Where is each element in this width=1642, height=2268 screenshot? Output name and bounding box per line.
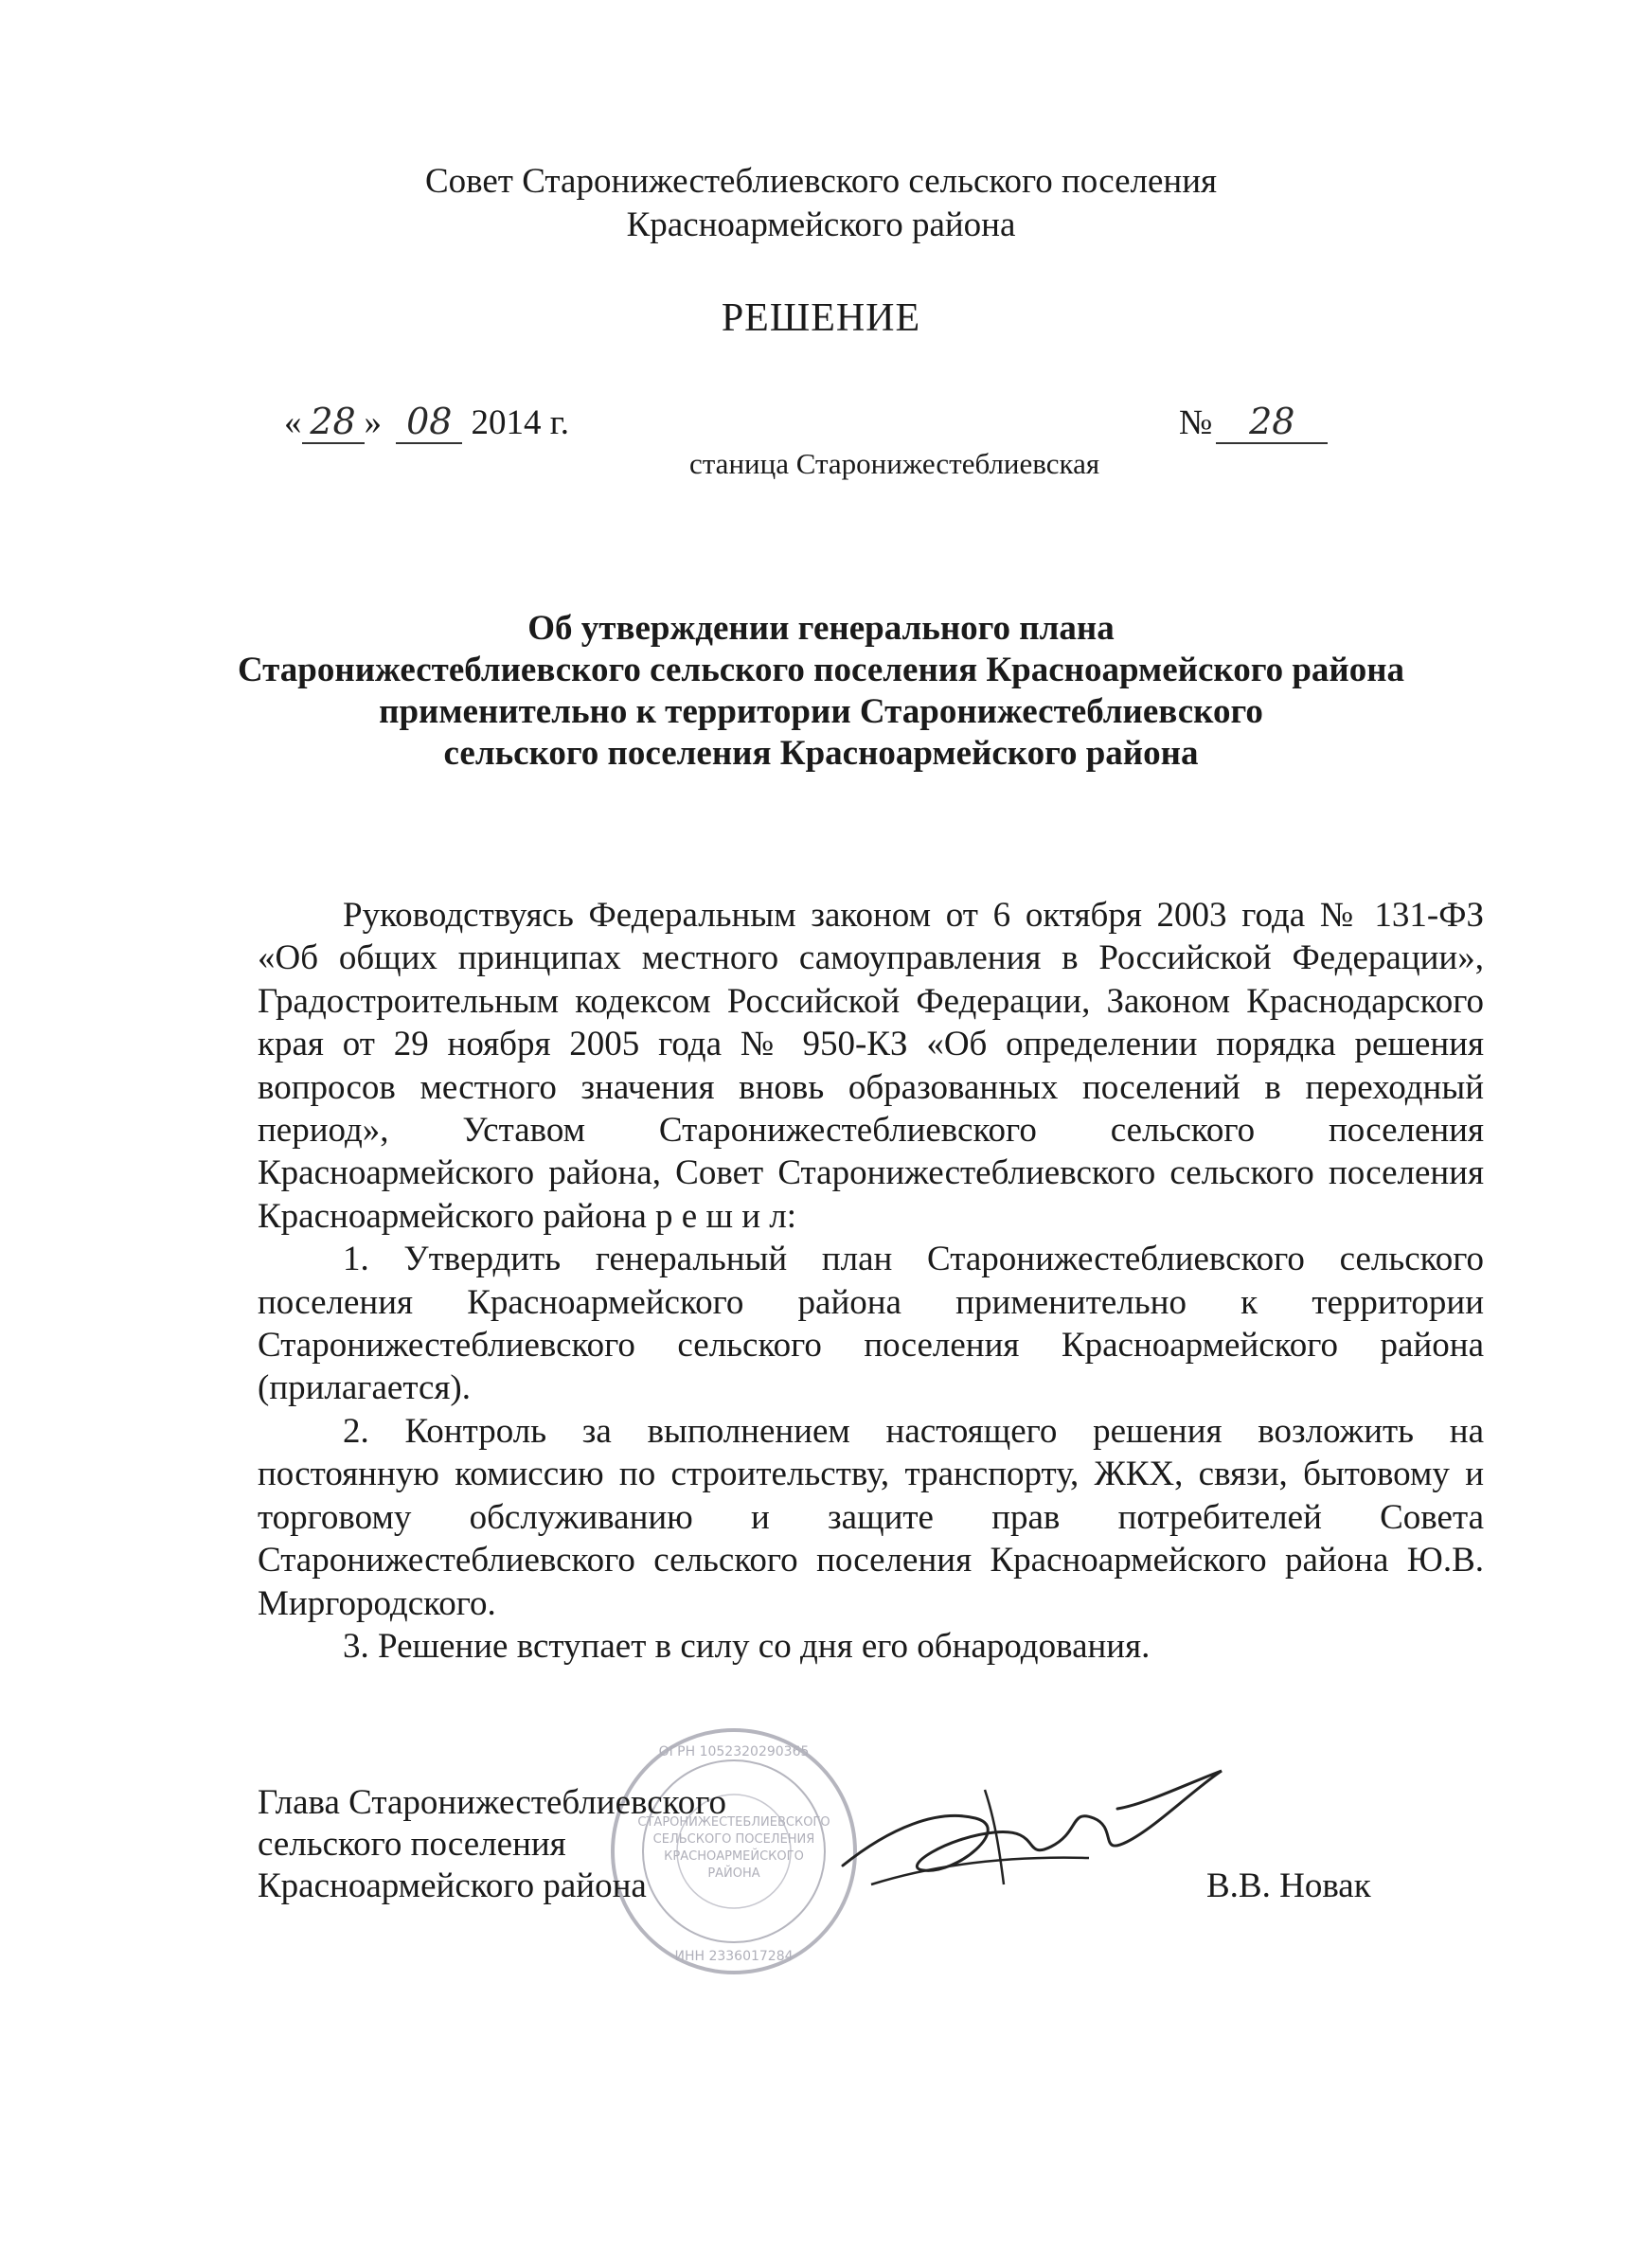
- svg-text:РАЙОНА: РАЙОНА: [707, 1866, 760, 1881]
- title-line: Старонижестеблиевского сельского поселения Красноармейского района: [237, 651, 1405, 689]
- date-open-quote: «: [284, 403, 302, 442]
- svg-text:ОГРН 1052320290365: ОГРН 1052320290365: [658, 1744, 810, 1759]
- signature-block: [258, 1782, 726, 1907]
- signer-name: В.В. Новак: [1206, 1866, 1371, 1905]
- clause-3: 3. Решение вступает в силу со дня его обнародования.: [343, 1626, 1151, 1666]
- number-value: 28: [1216, 401, 1328, 444]
- organization-district: Красноармейского района: [626, 205, 1016, 244]
- signer-position-line: сельского поселения: [258, 1825, 566, 1864]
- handwritten-signature: [833, 1752, 1231, 1913]
- document-number: [1179, 401, 1328, 444]
- document-title: [0, 608, 1642, 775]
- date-month: 08: [396, 401, 462, 444]
- signer-position-line: Глава Старонижестеблиевского: [258, 1783, 727, 1822]
- document-body: [258, 894, 1484, 1668]
- title-line: сельского поселения Красноармейского района: [443, 734, 1199, 773]
- clause-2: 2. Контроль за выполнением настоящего решения возложить на постоянную комиссию по строительству, транспорту, ЖКХ, связи, бытовому и торговому обслуживанию и защите прав потребителей Совета Старонижестеблиевского сельского поселения Красноармейского района Ю.В. Миргородского.: [258, 1411, 1484, 1623]
- title-line: применительно к территории Старонижестеблиевского: [379, 692, 1263, 731]
- document-place: станица Старонижестеблиевская: [689, 447, 1100, 480]
- document-date: [284, 401, 569, 444]
- preamble-paragraph: Руководствуясь Федеральным законом от 6 октября 2003 года № 131-ФЗ «Об общих принципах местного самоуправления в Российской Федерации», Градостроительным кодексом Российской Федерации, Законом Краснодарского края от 29 ноября 2005 года № 950-КЗ «Об определении порядка решения вопросов местного значения вновь образованных поселений в переходный период», Уставом Старонижестеблиевского сельского поселения Красноармейского района, Совет Старонижестеблиевского сельского поселения Красноармейского района р е ш и л:: [258, 896, 1484, 1236]
- date-day: 28: [302, 401, 365, 444]
- title-line: Об утверждении генерального плана: [527, 609, 1115, 648]
- signer-position-line: Красноармейского района: [258, 1866, 647, 1905]
- svg-text:КРАСНОАРМЕЙСКОГО: КРАСНОАРМЕЙСКОГО: [664, 1849, 804, 1864]
- number-label: №: [1179, 403, 1213, 442]
- svg-text:СТАРОНИЖЕСТЕБЛИЕВСКОГО: СТАРОНИЖЕСТЕБЛИЕВСКОГО: [637, 1815, 830, 1830]
- svg-text:СЕЛЬСКОГО ПОСЕЛЕНИЯ: СЕЛЬСКОГО ПОСЕЛЕНИЯ: [652, 1832, 815, 1847]
- document-type: РЕШЕНИЕ: [721, 296, 921, 340]
- clause-1: 1. Утвердить генеральный план Старонижестеблиевского сельского поселения Красноармейского района применительно к территории Старонижестеблиевского сельского поселения Красноармейского района (прилагается).: [258, 1240, 1484, 1408]
- organization-name: Совет Старонижестеблиевского сельского поселения: [424, 162, 1218, 201]
- date-close-quote: »: [364, 403, 382, 442]
- svg-text:ИНН 2336017284: ИНН 2336017284: [674, 1949, 794, 1964]
- date-year: 2014 г.: [471, 403, 570, 442]
